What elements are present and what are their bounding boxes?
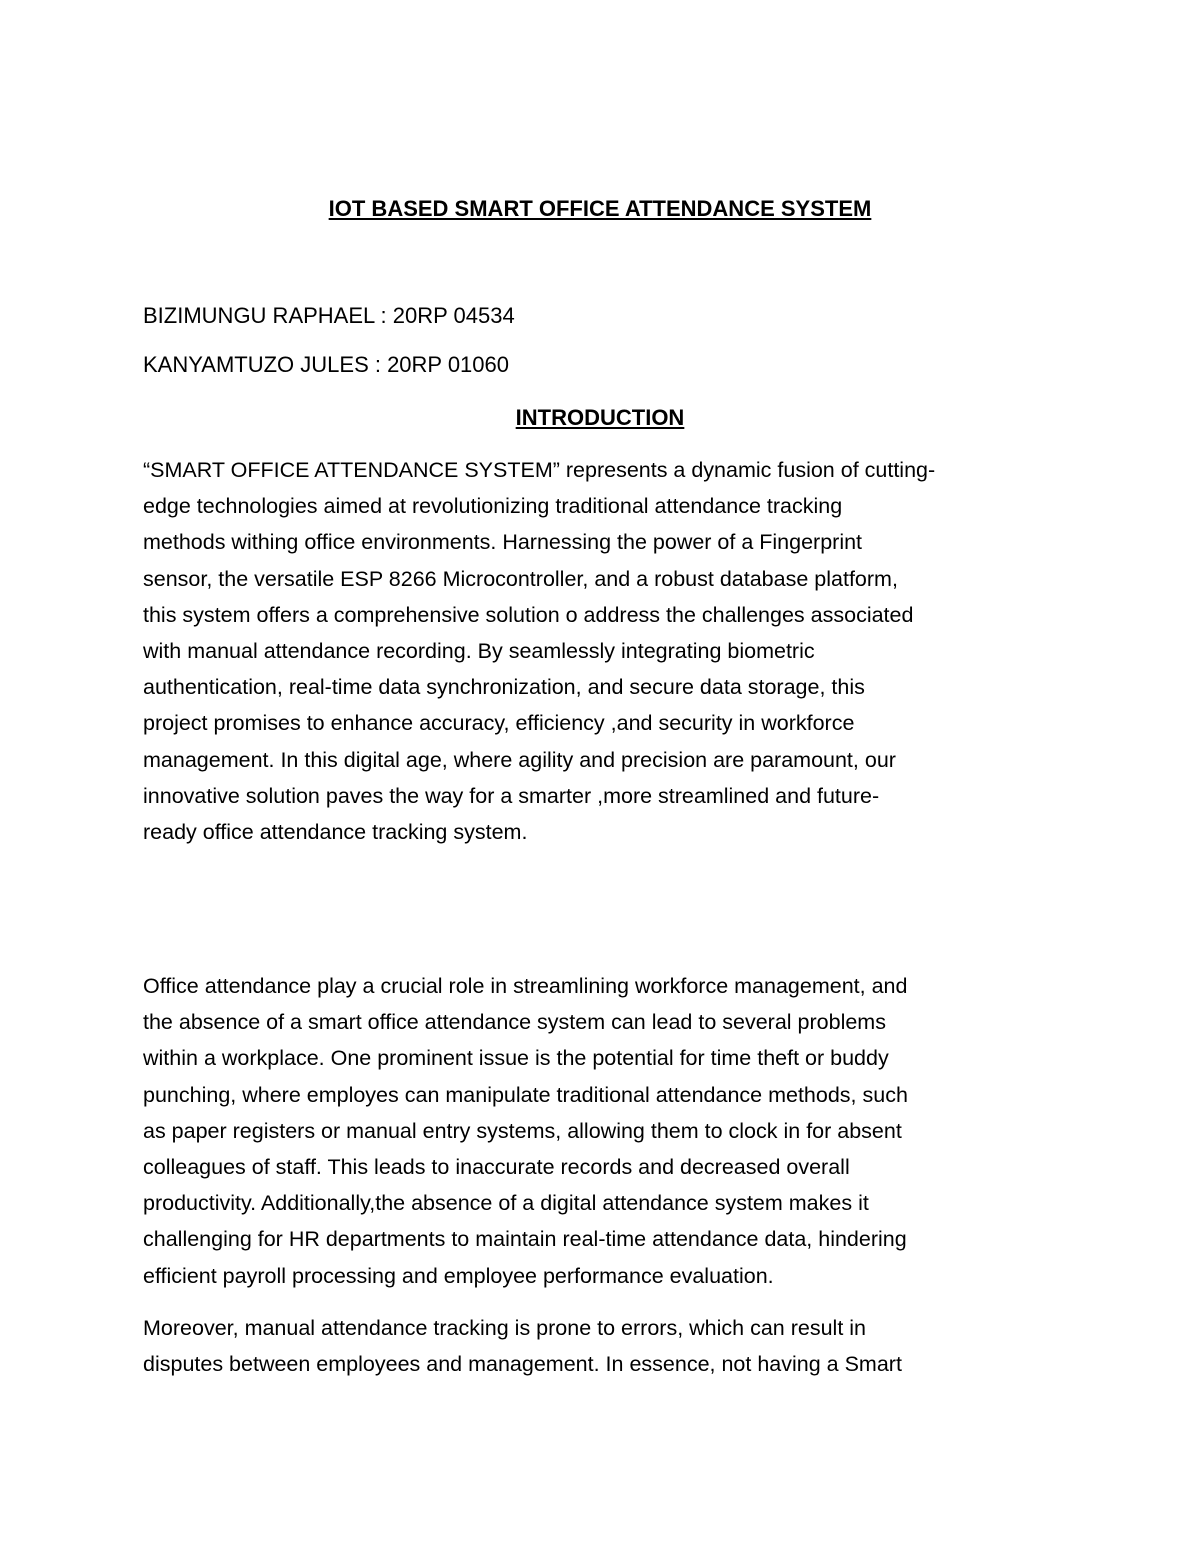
paragraph-line: productivity. Additionally,the absence of a digital attendance system makes it <box>143 1191 869 1216</box>
paragraph-line: methods withing office environments. Harnessing the power of a Fingerprint <box>143 530 863 555</box>
paragraph-line: colleagues of staff. This leads to inaccurate records and decreased overall <box>143 1154 850 1179</box>
paragraph-line: authentication, real-time data synchronization, and secure data storage, this <box>143 675 865 700</box>
author-line: KANYAMTUZO JULES : 20RP 01060 <box>143 352 509 377</box>
paragraph-line: with manual attendance recording. By seamlessly integrating biometric <box>143 638 815 663</box>
paragraph-line: this system offers a comprehensive solution o address the challenges associated <box>143 602 914 627</box>
paragraph-line: punching, where employes can manipulate traditional attendance methods, such <box>143 1082 908 1107</box>
paragraph-line: challenging for HR departments to maintain real-time attendance data, hindering <box>143 1227 907 1252</box>
paragraph-line: sensor, the versatile ESP 8266 Microcontroller, and a robust database platform, <box>143 566 898 591</box>
paragraph-line: edge technologies aimed at revolutionizing traditional attendance tracking <box>143 494 843 519</box>
paragraph-line: disputes between employees and management. In essence, not having a Smart <box>143 1352 902 1377</box>
paragraph-line: innovative solution paves the way for a smarter ,more streamlined and future- <box>143 783 880 808</box>
paragraph-line: project promises to enhance accuracy, efficiency ,and security in workforce <box>143 711 855 736</box>
paragraph-line: ready office attendance tracking system. <box>143 819 528 844</box>
paragraph-line: as paper registers or manual entry systems, allowing them to clock in for absent <box>143 1118 902 1143</box>
document-title: IOT BASED SMART OFFICE ATTENDANCE SYSTEM <box>328 196 872 221</box>
paragraph-line: Moreover, manual attendance tracking is prone to errors, which can result in <box>143 1316 867 1340</box>
author-line: BIZIMUNGU RAPHAEL : 20RP 04534 <box>143 303 515 328</box>
paragraph-line: Office attendance play a crucial role in streamlining workforce management, and <box>143 974 908 998</box>
paragraph-line: efficient payroll processing and employee performance evaluation. <box>143 1263 774 1288</box>
paragraph-line: management. In this digital age, where agility and precision are paramount, our <box>143 747 896 772</box>
paragraph-line: the absence of a smart office attendance system can lead to several problems <box>143 1010 886 1035</box>
paragraph <box>143 968 1063 1294</box>
paragraph-line: within a workplace. One prominent issue is the potential for time theft or buddy <box>143 1046 889 1071</box>
paragraph <box>143 452 1063 850</box>
paragraph <box>143 1310 1063 1382</box>
section-heading: INTRODUCTION <box>515 405 685 430</box>
paragraph-line: “SMART OFFICE ATTENDANCE SYSTEM” represents a dynamic fusion of cutting- <box>143 458 936 482</box>
